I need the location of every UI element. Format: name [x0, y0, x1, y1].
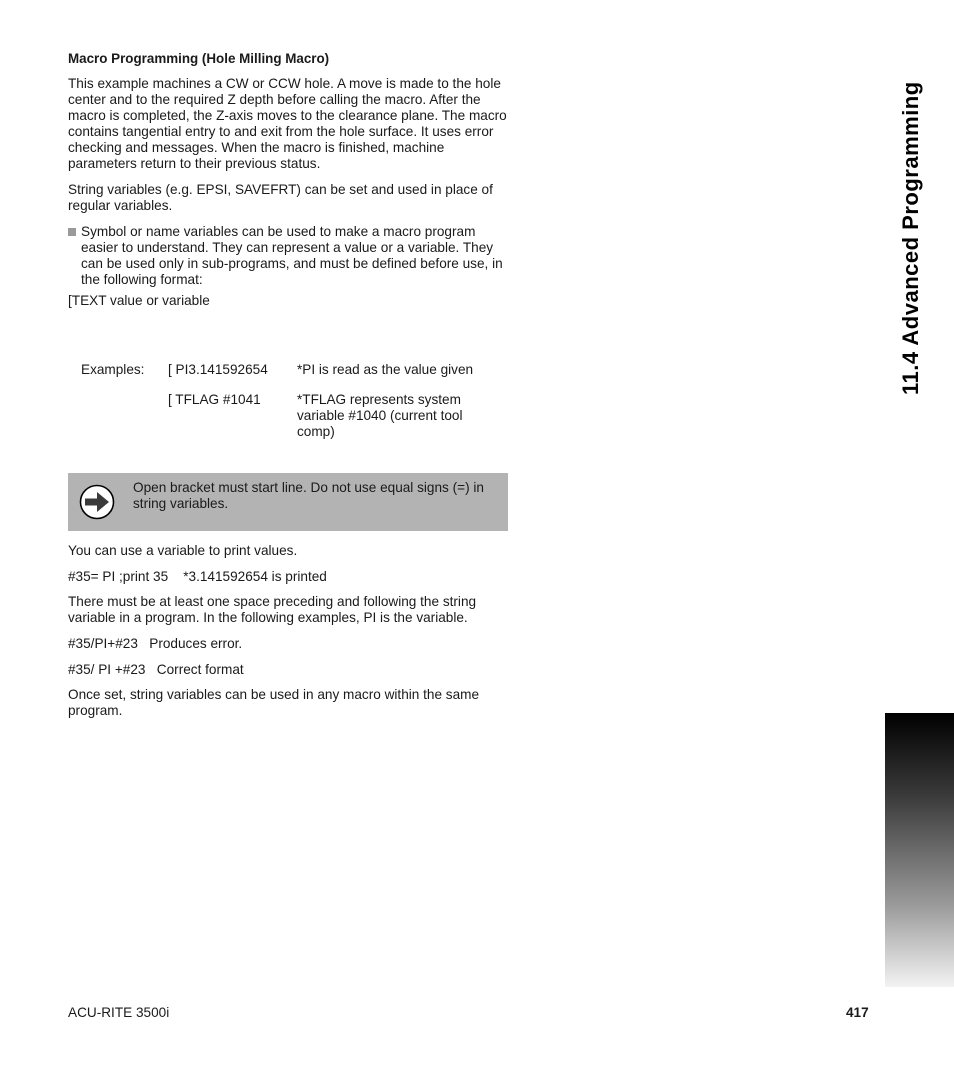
bullet-text: Symbol or name variables can be used to make a macro program easier to understand. They can represent a value or a variable. They can be used only in sub-programs, and must be defined before use, in the following format: [81, 224, 503, 287]
chapter-side-title: 11.4 Advanced Programming [898, 81, 923, 395]
page-number: 417 [846, 1005, 869, 1020]
bullet-item [68, 224, 510, 288]
bullet-square-icon [68, 228, 76, 236]
note-text: Open bracket must start line. Do not use equal signs (=) in string variables. [133, 480, 484, 511]
example-description: *PI is read as the value given [297, 362, 474, 377]
space-rule-paragraph: There must be at least one space preceding and following the string variable in a program. In the following examples, PI is the variable. [68, 594, 477, 625]
print-intro: You can use a variable to print values. [68, 543, 298, 558]
example-description: *TFLAG represents system variable #1040 (current tool comp) [297, 392, 463, 439]
chapter-tab [885, 713, 954, 987]
section-heading: Macro Programming (Hole Milling Macro) [68, 51, 330, 66]
error-example: #35/PI+#23 Produces error. [68, 636, 243, 651]
correct-example: #35/ PI +#23 Correct format [68, 662, 244, 677]
example-code: [ PI3.141592654 [168, 362, 268, 377]
string-variables-paragraph: String variables (e.g. EPSI, SAVEFRT) can be set and used in place of regular variables. [68, 182, 493, 213]
format-line: [TEXT value or variable [68, 293, 210, 308]
note-box [68, 473, 508, 531]
example-code: [ TFLAG #1041 [168, 392, 261, 407]
closing-paragraph: Once set, string variables can be used in any macro within the same program. [68, 687, 480, 718]
print-example: #35= PI ;print 35 *3.141592654 is printed [68, 569, 327, 584]
intro-paragraph: This example machines a CW or CCW hole. A move is made to the hole center and to the required Z depth before calling the macro. After the macro is completed, the Z-axis moves to the clearance plane. The macro contains tangential entry to and exit from the hole surface. It uses error checking and messages. When the macro is finished, machine parameters return to their previous status. [68, 76, 507, 171]
footer-product: ACU-RITE 3500i [68, 1005, 170, 1020]
arrow-right-icon [79, 484, 115, 520]
examples-label: Examples: [81, 362, 145, 377]
